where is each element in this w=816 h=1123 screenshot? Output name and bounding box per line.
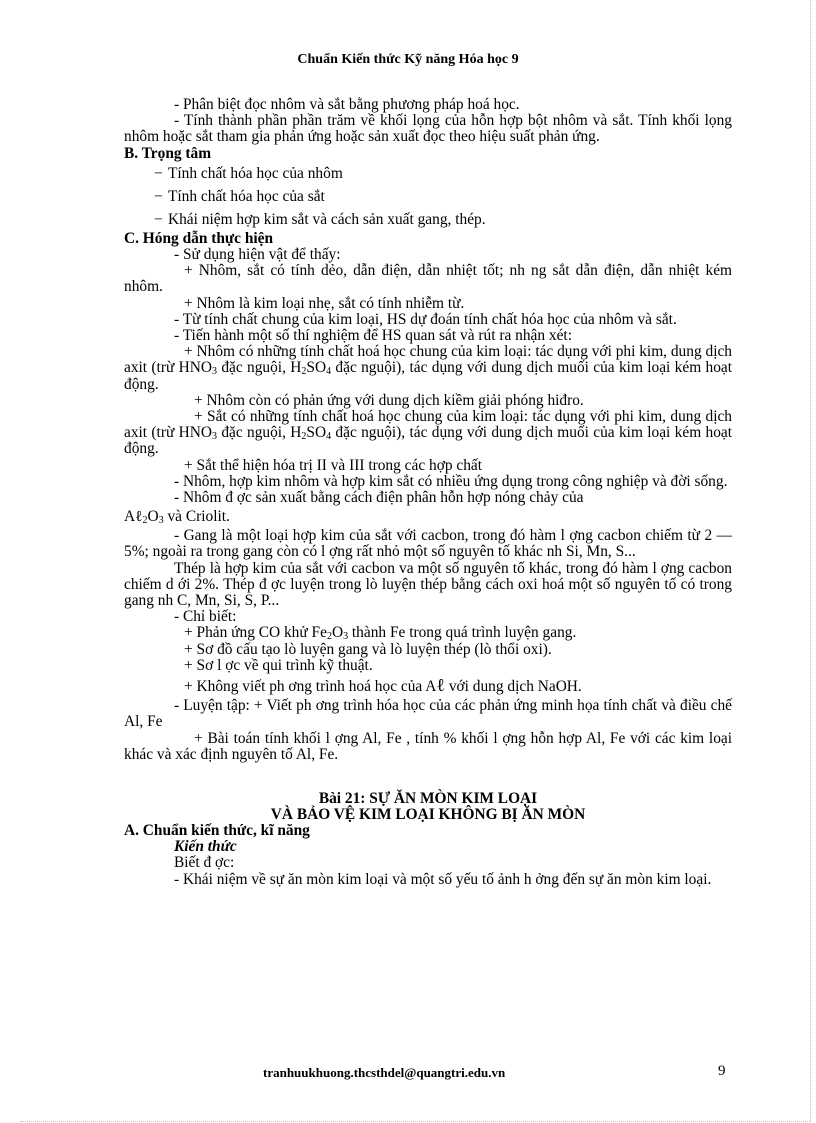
paragraph: + Nhôm là kim loại nhẹ, sắt có tính nhiễm từ.	[184, 294, 465, 312]
paragraph: + Sơ đồ cấu tạo lò luyện gang và lò luyện thép (lò thổi oxi).	[184, 640, 552, 658]
paragraph: $A\ell_2O_3$ và Criolit.	[124, 508, 230, 527]
paragraph: + Phản ứng CO khử $Fe_2O_3$ thành Fe trong quá trình luyện gang.	[184, 624, 577, 643]
paragraph: + Bài toán tính khối l ợng Al, Fe , tính % khối l ợng hỗn hợp Al, Fe với các kim loại khác và xác định nguyên tố Al, Fe.	[124, 729, 732, 763]
right-border	[810, 0, 811, 1121]
section-heading-c: C. Hóng dẫn thực hiện	[124, 229, 274, 247]
bullet-item: − Khái niệm hợp kim sắt và cách sản xuất gang, thép.	[124, 208, 732, 231]
paragraph: - Phân biệt đọc nhôm và sắt bằng phương pháp hoá học.	[174, 96, 520, 113]
paragraph: + Nhôm còn có phản ứng với dung dịch kiềm giải phóng hiđro.	[194, 391, 584, 409]
paragraph: - Luyện tập: + Viết ph ơng trình hóa học của các phản ứng minh họa tính chất và điều chế Al, Fe	[124, 697, 732, 731]
paragraph: + Nhôm có những tính chất hoá học chung của kim loại: tác dụng với phi kim, dung dịch axit (trừ $HNO_3$ đặc nguội, $H_2SO_4$ đặc nguội), tác dụng với dung dịch muối của kim loại kém hoạt động.	[124, 343, 733, 393]
page-number: 9	[718, 1063, 726, 1079]
lesson-title: Bài 21: SỰ ĂN MÒN KIM LOẠI	[318, 789, 538, 807]
page-header: Chuẩn Kiến thức Kỹ năng Hóa học 9	[297, 52, 519, 67]
lesson-subtitle: VÀ BẢO VỆ KIM LOẠI KHÔNG BỊ ĂN MÒN	[270, 805, 586, 823]
bullet-item: − Tính chất hóa học của nhôm	[124, 162, 732, 185]
paragraph: Biết đ ợc:	[174, 854, 235, 872]
subheading: Kiến thức	[174, 838, 237, 856]
bullet-item: − Tính chất hóa học của sắt	[124, 185, 732, 208]
paragraph: - Chỉ biết:	[174, 608, 237, 626]
spacer	[124, 763, 732, 791]
paragraph: - Tiến hành một số thí nghiệm để HS quan sát và rút ra nhận xét:	[174, 327, 572, 345]
page-body	[124, 97, 732, 888]
paragraph: - Khái niệm về sự ăn mòn kim loại và một số yếu tố ảnh h ởng đến sự ăn mòn kim loại.	[174, 870, 712, 888]
paragraph: - Tính thành phần phần trăm về khối lọng của hỗn hợp bột nhôm và sắt. Tính khối lọng nhôm hoặc sắt tham gia phản ứng hoặc sản xuất đọc theo hiệu suất phản ứng.	[124, 112, 732, 146]
paragraph: + Sơ l ợc về qui trình kỹ thuật.	[184, 656, 373, 674]
paragraph: Thép là hợp kim của sắt với cacbon va một số nguyên tố khác, trong đó hàm l ợng cacbon chiếm d ới 2%. Thép đ ợc luyện trong lò luyện thép bằng cách oxi hoá một số nguyên tố có trong gang nh C, Mn, Si, S, P...	[124, 559, 732, 610]
paragraph: - Gang là một loại hợp kim của sắt với cacbon, trong đó hàm l ợng cacbon chiếm từ 2 — 5%; ngoài ra trong gang còn có l ợng rất nhỏ một số nguyên tố khác nh Si, Mn, S...	[124, 527, 732, 561]
paragraph: + Không viết ph ơng trình hoá học của Aℓ với dung dịch NaOH.	[184, 675, 582, 696]
paragraph: - Nhôm, hợp kim nhôm và hợp kim sắt có nhiều ứng dụng trong công nghiệp và đời sống.	[174, 472, 728, 490]
paragraph: - Sử dụng hiện vật để thấy:	[174, 246, 341, 264]
dash-marker: −	[154, 210, 163, 228]
dash-marker: −	[154, 187, 163, 205]
section-heading-a: A. Chuẩn kiến thức, kĩ năng	[124, 821, 310, 839]
paragraph: + Nhôm, sắt có tính dẻo, dẫn điện, dẫn nhiệt tốt; nh ng sắt dẫn điện, dẫn nhiệt kém nhôm.	[124, 262, 732, 296]
paragraph: - Nhôm đ ợc sản xuất bằng cách điện phân hỗn hợp nóng chảy của	[174, 489, 584, 507]
paragraph: + Sắt thể hiện hóa trị II và III trong các hợp chất	[184, 456, 483, 474]
paragraph: + Sắt có những tính chất hoá học chung của kim loại: tác dụng với phi kim, dung dịch axit (trừ $HNO_3$ đặc nguội, $H_2SO_4$ đặc nguội), tác dụng với dung dịch muối của kim loại kém hoạt động.	[124, 408, 733, 458]
footer-email: tranhuukhuong.thcsthdel@quangtri.edu.vn	[263, 1065, 506, 1080]
paragraph: - Từ tính chất chung của kim loại, HS dự đoán tính chất hóa học của nhôm và sắt.	[174, 310, 677, 328]
dash-marker: −	[154, 164, 163, 182]
section-heading-b: B. Trọng tâm	[124, 144, 212, 162]
bottom-border	[20, 1121, 810, 1122]
